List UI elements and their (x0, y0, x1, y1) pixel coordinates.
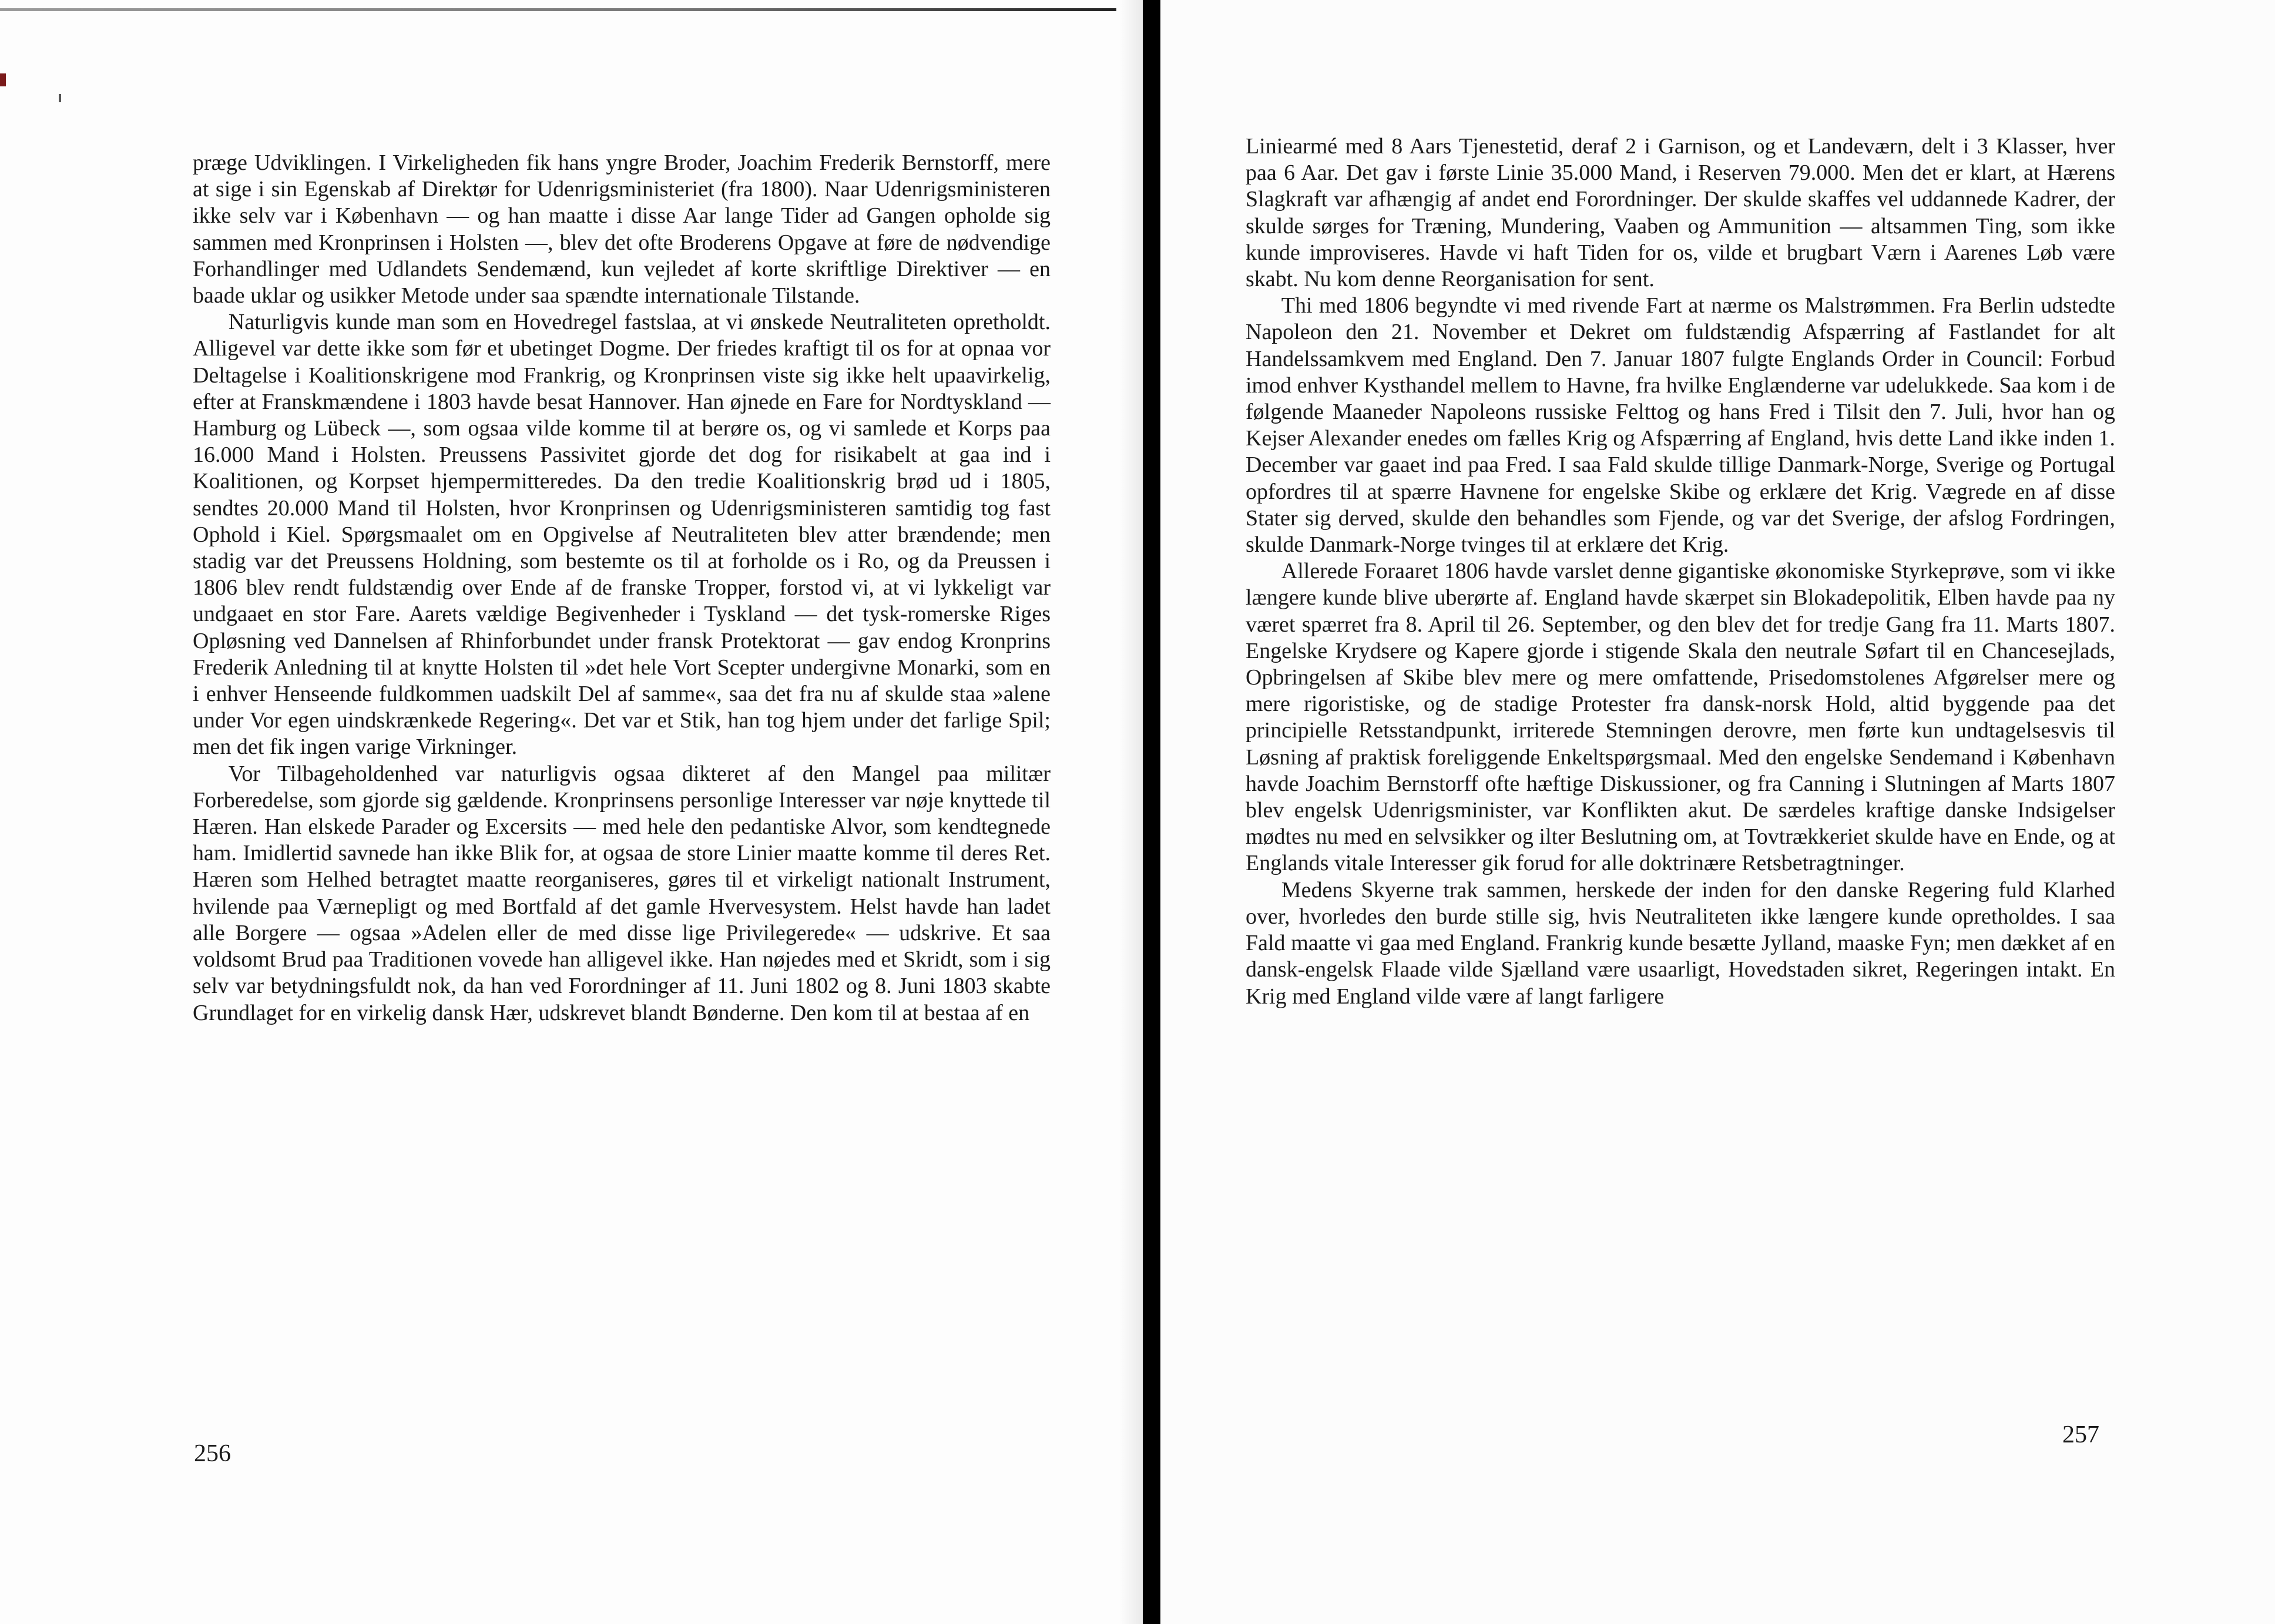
right-page-number: 257 (2062, 1421, 2099, 1448)
right-page-text (1246, 133, 2115, 1010)
gutter-shadow (1119, 0, 1143, 1624)
right-page (1160, 0, 2275, 1624)
right-paragraph-1: Liniearmé med 8 Aars Tjenestetid, deraf 2 i Garnison, og et Landeværn, delt i 3 Klasser, hver paa 6 Aar. Det gav i første Linie 35.000 Mand, i Reserven 79.000. Men det er klart, at Hærens Slagkraft var afhængig af andet end Forordninger. Der skulde skaffes vel uddannede Kadrer, der skulde sørges for Træning, Mundering, Vaaben og Ammunition — altsammen Ting, som ikke kunde improviseres. Havde vi haft Tiden for os, vilde et brugbart Værn i Aarenes Løb være skabt. Nu kom denne Reorganisation for sent. (1246, 134, 2115, 292)
dust-speck (59, 94, 61, 102)
top-rule (0, 8, 1116, 11)
left-page-number: 256 (194, 1440, 231, 1467)
left-paragraph-1: præge Udviklingen. I Virkeligheden fik hans yngre Broder, Joachim Frederik Bernstorff, mere at sige i sin Egenskab af Direktør for Udenrigsministeriet (fra 1800). Naar Udenrigsministeren ikke selv var i København — og han maatte i disse Aar lange Tider ad Gangen opholde sig sammen med Kronprinsen i Holsten —, blev det ofte Broderens Opgave at føre de nødvendige Forhandlinger med Udlandets Sendemænd, kun vejledet af korte skriftlige Direktiver — en baade uklar og usikker Metode under saa spændte internationale Tilstande. (193, 150, 1051, 308)
left-paragraph-3: Vor Tilbageholdenhed var naturligvis ogsaa dikteret af den Mangel paa militær Forberedelse, som gjorde sig gældende. Kronprinsens personlige Interesser var nøje knyttede til Hæren. Han elskede Parader og Excersits — med hele den pedantiske Alvor, som kendtegnede ham. Imidlertid savnede han ikke Blik for, at ogsaa de store Linier maatte komme til deres Ret. Hæren som Helhed betragtet maatte reorganiseres, gøres til et virkeligt nationalt Instrument, hvilende paa Værnepligt og med Bortfald af det gamle Hvervesystem. Helst havde han ladet alle Borgere — ogsaa »Adelen eller de med disse lige Privilegerede« — udskrive. Et saa voldsomt Brud paa Traditionen vovede han alligevel ikke. Han nøjedes med et Skridt, som i sig selv var betydningsfuldt nok, da han ved Forordninger af 11. Juni 1802 og 8. Juni 1803 skabte Grundlaget for en virkelig dansk Hær, udskrevet blandt Bønderne. Den kom til at bestaa af en (193, 761, 1051, 1025)
right-paragraph-3: Allerede Foraaret 1806 havde varslet denne gigantiske økonomiske Styrkeprøve, som vi ikke længere kunde blive uberørte af. England havde skærpet sin Blokadepolitik, Elben havde paa ny været spærret fra 8. April til 26. September, og den blev det for tredje Gang fra 11. Marts 1807. Engelske Krydsere og Kapere gjorde i stigende Skala den neutrale Søfart til en Chancesejlads, Opbringelsen af Skibe blev mere og mere omfattende, Prisedomstolenes Afgørelser mere og mere rigoristiske, og de stadige Protester fra dansk-norsk Hold, altid byggende paa det principielle Retsstandpunkt, irriterede Stemningen derovre, men førte kun undtagelsesvis til Løsning af praktisk foreliggende Enkeltspørgsmaal. Med den engelske Sendemand i København havde Joachim Bernstorff ofte hæftige Diskussioner, og fra Canning i Slutningen af Marts 1807 blev engelsk Udenrigsminister, var Konflikten akut. De særdeles kraftige danske Indsigelser mødtes nu med en selvsikker og ilter Beslutning om, at Tovtrækkeriet skulde have en Ende, og at Englands vitale Interesser gik forud for alle doktrinære Retsbetragtninger. (1246, 559, 2115, 876)
left-paragraph-2: Naturligvis kunde man som en Hovedregel fastslaa, at vi ønskede Neutraliteten opretholdt. Alligevel var dette ikke som før et ubetinget Dogme. Der friedes kraftigt til os for at opnaa vor Deltagelse i Koalitionskrigene mod Frankrig, og Kronprinsen viste sig ikke helt upaavirkelig, efter at Franskmændene i 1803 havde besat Hannover. Han øjnede en Fare for Nordtyskland — Hamburg og Lübeck —, som ogsaa vilde komme til at berøre os, og vi samlede et Korps paa 16.000 Mand i Holsten. Preussens Passivitet gjorde det dog for risikabelt at gaa ind i Koalitionen, og Korpset hjempermitteredes. Da den tredie Koalitionskrig brød ud i 1805, sendtes 20.000 Mand til Holsten, hvor Kronprinsen og Udenrigsministeren samtidig tog fast Ophold i Kiel. Spørgsmaalet om en Opgivelse af Neutraliteten blev atter brændende; men stadig var det Preussens Holdning, som bestemte os til at forholde os i Ro, og da Preussen i 1806 blev rendt fuldstændig over Ende af de franske Tropper, forstod vi, at vi lykkeligt var undgaaet en stor Fare. Aarets vældige Begivenheder i Tyskland — det tysk-romerske Riges Opløsning ved Dannelsen af Rhinforbundet under fransk Protektorat — gav endog Kronprins Frederik Anledning til at knytte Holsten til »det hele Vort Scepter undergivne Monarki, som en i enhver Henseende fuldkommen uadskilt Del af samme«, saa det fra nu af skulde staa »alene under Vor egen uindskrænkede Regering«. Det var et Stik, han tog hjem under det farlige Spil; men det fik ingen varige Virkninger. (193, 310, 1051, 760)
right-paragraph-2: Thi med 1806 begyndte vi med rivende Fart at nærme os Malstrømmen. Fra Berlin udstedte Napoleon den 21. November et Dekret om fuldstændig Afspærring af Fastlandet for alt Handelssamkvem med England. Den 7. Januar 1807 fulgte Englands Order in Council: Forbud imod enhver Kysthandel mellem to Havne, fra hvilke Englænderne var udelukkede. Saa kom i de følgende Maaneder Napoleons russiske Felttog og hans Fred i Tilsit den 7. Juli, hvor han og Kejser Alexander enedes om fælles Krig og Afspærring af England, hvis dette Land ikke inden 1. December var gaaet ind paa Fred. I saa Fald skulde tillige Danmark-Norge, Sverige og Portugal opfordres til at spærre Havnene for engelske Skibe og erklære det Krig. Vægrede en af disse Stater sig derved, skulde den behandles som Fjende, og var det Sverige, der afslog Fordringen, skulde Danmark-Norge tvinges til at erklære det Krig. (1246, 293, 2115, 558)
left-page-text (193, 150, 1051, 1026)
right-paragraph-4: Medens Skyerne trak sammen, herskede der inden for den danske Regering fuld Klarhed over, hvorledes den burde stille sig, hvis Neutraliteten ikke længere kunde opretholdes. I saa Fald maatte vi gaa med England. Frankrig kunde besætte Jylland, maaske Fyn; men dækket af en dansk-engelsk Flaade vilde Sjælland være usaarligt, Hovedstaden sikret, Regeringen intakt. En Krig med England vilde være af langt farligere (1246, 877, 2115, 1009)
edge-mark (0, 73, 6, 86)
